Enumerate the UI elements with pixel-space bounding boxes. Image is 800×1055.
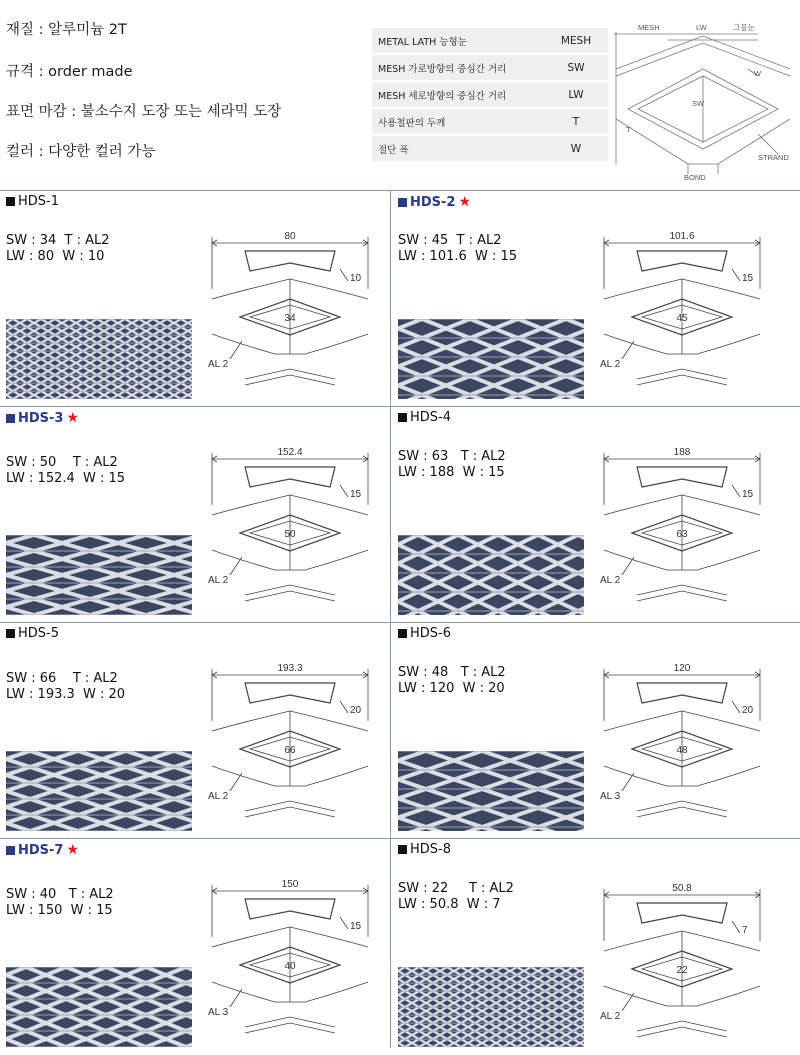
legend-code: SW — [544, 55, 608, 80]
mesh-dimension-drawing — [592, 445, 772, 615]
product-title — [398, 842, 451, 857]
product-title — [398, 626, 451, 641]
mesh-photo — [6, 535, 192, 615]
legend-row — [372, 136, 608, 161]
legend-row — [372, 55, 608, 80]
bullet-square-icon — [398, 198, 407, 207]
legend-name: MESH 세로방향의 중심간 거리 — [372, 82, 544, 107]
product-code: HDS-6 — [410, 626, 451, 641]
diagram-label-w: W — [754, 69, 762, 78]
diagram-label-bond: BOND — [684, 173, 706, 182]
bullet-square-icon — [6, 846, 15, 855]
product-card — [392, 623, 782, 839]
diagram-label-lw: LW — [696, 23, 707, 32]
material-spec: 재질 : 알루미늄 2T — [6, 22, 127, 38]
bullet-square-icon — [6, 629, 15, 638]
mesh-photo — [398, 319, 584, 399]
product-code: HDS-7 — [18, 842, 64, 858]
dimension-w: 15 — [742, 273, 754, 284]
dimension-lw: 101.6 — [669, 231, 695, 242]
bullet-square-icon — [6, 414, 15, 423]
mesh-dimension-drawing — [200, 445, 380, 615]
legend-row — [372, 109, 608, 134]
product-card — [0, 191, 390, 407]
dimension-w: 10 — [350, 273, 362, 284]
dimension-sw: 66 — [284, 745, 296, 756]
product-spec-lw-w: LW : 50.8 W : 7 — [398, 897, 501, 912]
product-spec-sw-t: SW : 34 T : AL2 — [6, 233, 110, 248]
bullet-square-icon — [6, 197, 15, 206]
product-code: HDS-5 — [18, 626, 59, 641]
product-code: HDS-3 — [18, 410, 64, 426]
product-title — [398, 410, 451, 425]
dimension-sw: 40 — [284, 961, 296, 972]
dimension-t: AL 3 — [600, 791, 621, 802]
mesh-dimension-drawing — [200, 229, 380, 399]
dimension-t: AL 2 — [600, 575, 621, 586]
dimension-t: AL 3 — [208, 1007, 229, 1018]
diagram-label-width: 그물눈 — [733, 23, 755, 32]
dimension-sw: 50 — [284, 529, 296, 540]
mesh-dimension-drawing — [200, 661, 380, 831]
product-card — [392, 191, 782, 407]
dimension-sw: 22 — [676, 965, 688, 976]
dimension-lw: 120 — [673, 663, 691, 674]
dimension-w: 15 — [350, 489, 362, 500]
dimension-sw: 63 — [676, 529, 688, 540]
mesh-dimension-drawing — [200, 877, 380, 1047]
dimension-sw: 48 — [676, 745, 688, 756]
dimension-w: 7 — [742, 925, 748, 936]
terminology-legend-table — [372, 26, 608, 163]
diagram-label-t: T — [626, 125, 631, 134]
bullet-square-icon — [398, 629, 407, 638]
product-spec-lw-w: LW : 188 W : 15 — [398, 465, 505, 480]
product-spec-lw-w: LW : 193.3 W : 20 — [6, 687, 126, 702]
star-icon: ★ — [458, 194, 472, 210]
mesh-photo — [398, 967, 584, 1047]
mesh-photo — [6, 751, 192, 831]
product-spec-sw-t: SW : 45 T : AL2 — [398, 233, 502, 248]
diagram-label-mesh: MESH — [638, 23, 660, 32]
dimension-t: AL 2 — [600, 1011, 621, 1022]
legend-name: 사용철판의 두께 — [372, 109, 544, 134]
dimension-lw: 188 — [673, 447, 691, 458]
diagram-label-sw: SW — [692, 99, 705, 108]
legend-name: METAL LATH 능형눈 — [372, 28, 544, 53]
mesh-dimension-drawing — [592, 881, 772, 1051]
dimension-w: 15 — [350, 921, 362, 932]
finish-spec: 표면 마감 : 불소수지 도장 또는 세라믹 도장 — [6, 104, 282, 120]
legend-code: MESH — [544, 28, 608, 53]
legend-row — [372, 82, 608, 107]
mesh-photo — [6, 967, 192, 1047]
color-spec: 컬러 : 다양한 컬러 가능 — [6, 144, 156, 160]
product-title — [6, 194, 59, 209]
product-code: HDS-8 — [410, 842, 451, 857]
product-title — [6, 626, 59, 641]
dimension-t: AL 2 — [208, 359, 229, 370]
dimension-t: AL 2 — [208, 791, 229, 802]
dimension-sw: 45 — [676, 313, 688, 324]
star-icon: ★ — [66, 410, 80, 426]
mesh-dimension-drawing — [592, 229, 772, 399]
dimension-lw: 80 — [284, 231, 296, 242]
bullet-square-icon — [398, 413, 407, 422]
product-title — [398, 194, 471, 210]
diagram-label-strand: STRAND — [758, 153, 789, 162]
dimension-sw: 34 — [284, 313, 296, 324]
product-spec-lw-w: LW : 101.6 W : 15 — [398, 249, 518, 264]
legend-code: LW — [544, 82, 608, 107]
dimension-lw: 50.8 — [672, 883, 692, 894]
dimension-w: 20 — [350, 705, 362, 716]
legend-code: T — [544, 109, 608, 134]
product-spec-lw-w: LW : 152.4 W : 15 — [6, 471, 126, 486]
product-card — [0, 407, 390, 623]
mesh-dimension-drawing — [592, 661, 772, 831]
dimension-t: AL 2 — [600, 359, 621, 370]
star-icon: ★ — [66, 842, 80, 858]
dimension-lw: 193.3 — [277, 663, 303, 674]
product-card — [0, 839, 390, 1055]
legend-name: MESH 가로방향의 중심간 거리 — [372, 55, 544, 80]
mesh-terminology-diagram — [608, 14, 798, 182]
product-spec-sw-t: SW : 22 T : AL2 — [398, 881, 514, 896]
grid-column-divider — [390, 190, 391, 1048]
product-card — [0, 623, 390, 839]
dimension-w: 20 — [742, 705, 754, 716]
product-code: HDS-1 — [18, 194, 59, 209]
product-spec-lw-w: LW : 120 W : 20 — [398, 681, 505, 696]
legend-name: 절단 폭 — [372, 136, 544, 161]
product-title — [6, 842, 79, 858]
product-spec-lw-w: LW : 150 W : 15 — [6, 903, 113, 918]
product-card — [392, 839, 782, 1055]
legend-row — [372, 28, 608, 53]
product-code: HDS-4 — [410, 410, 451, 425]
product-spec-sw-t: SW : 40 T : AL2 — [6, 887, 114, 902]
dimension-lw: 152.4 — [277, 447, 303, 458]
dimension-lw: 150 — [281, 879, 299, 890]
mesh-photo — [398, 535, 584, 615]
mesh-photo — [398, 751, 584, 831]
dimension-w: 15 — [742, 489, 754, 500]
legend-code: W — [544, 136, 608, 161]
mesh-photo — [6, 319, 192, 399]
product-spec-sw-t: SW : 48 T : AL2 — [398, 665, 506, 680]
product-spec-lw-w: LW : 80 W : 10 — [6, 249, 105, 264]
dimension-t: AL 2 — [208, 575, 229, 586]
bullet-square-icon — [398, 845, 407, 854]
product-card — [392, 407, 782, 623]
product-spec-sw-t: SW : 66 T : AL2 — [6, 671, 118, 686]
size-spec: 규격 : order made — [6, 64, 133, 80]
product-code: HDS-2 — [410, 194, 456, 210]
product-title — [6, 410, 79, 426]
product-spec-sw-t: SW : 63 T : AL2 — [398, 449, 506, 464]
product-spec-sw-t: SW : 50 T : AL2 — [6, 455, 118, 470]
